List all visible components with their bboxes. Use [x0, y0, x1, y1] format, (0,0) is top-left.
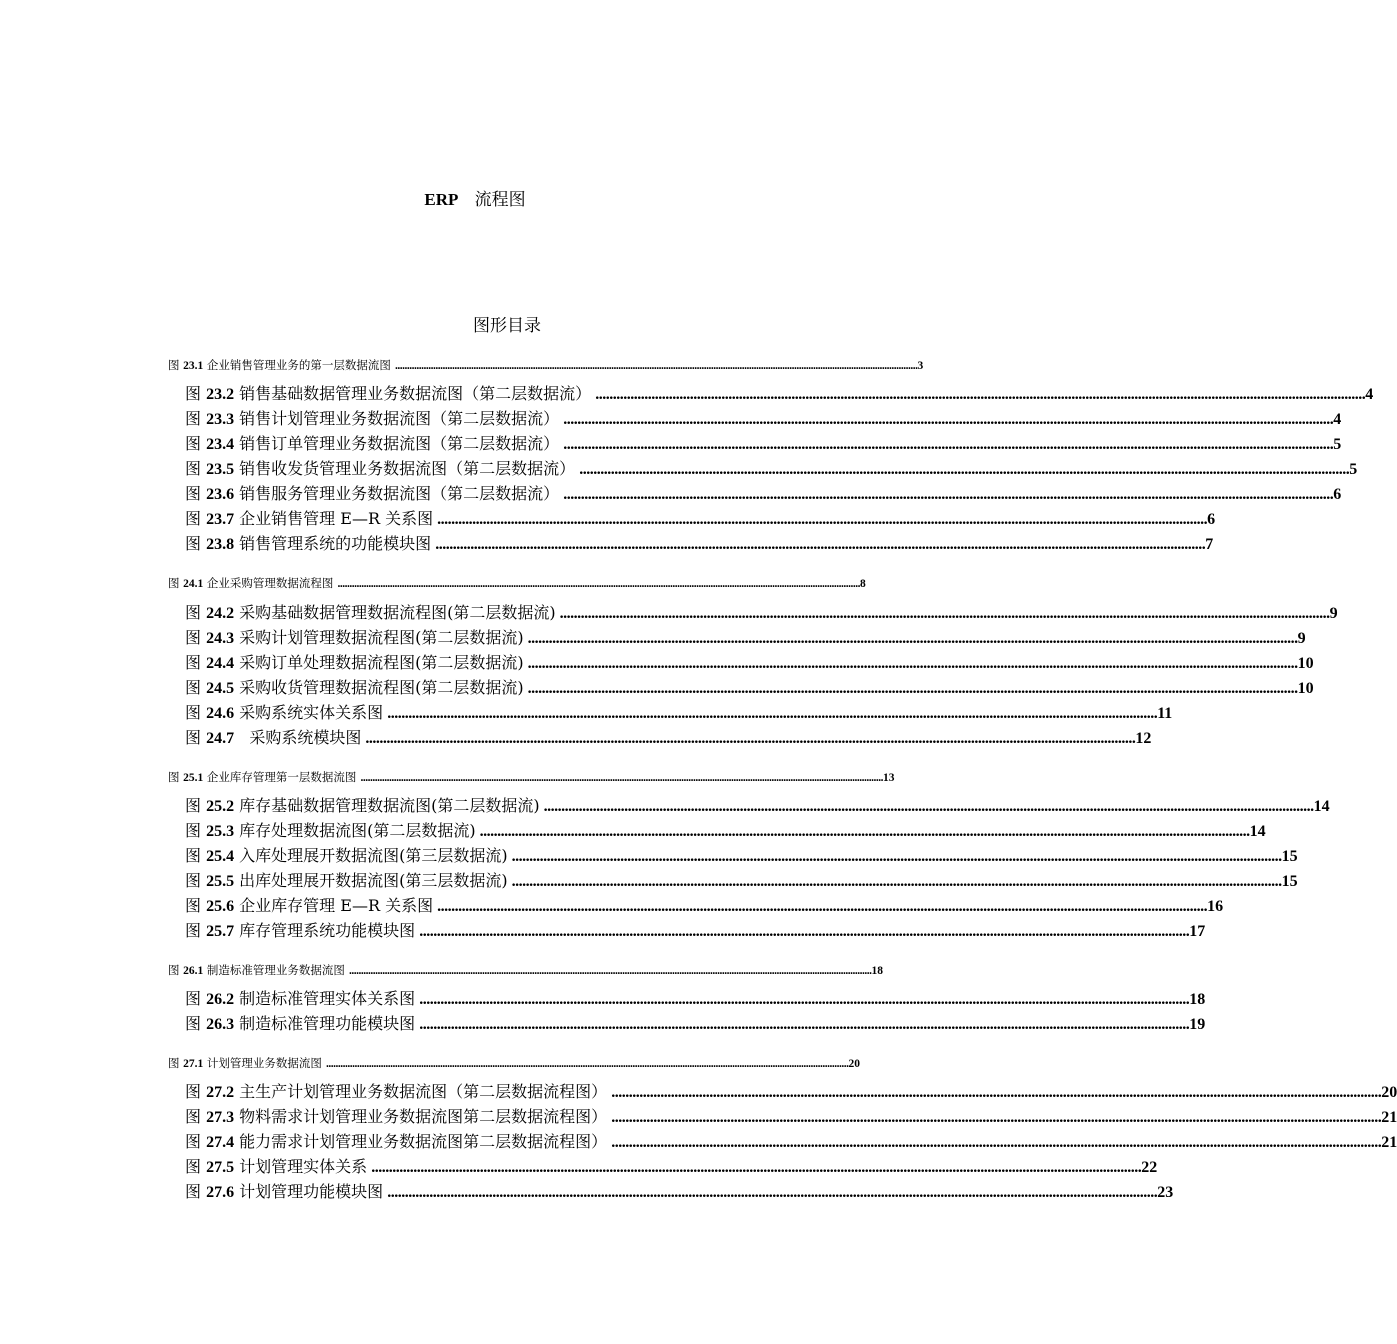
toc-entry-prefix: 图 [168, 1056, 184, 1070]
toc-entry-label [185, 844, 508, 869]
toc-entry-number: 24.6 [206, 705, 235, 722]
toc-entry[interactable] [185, 1012, 1206, 1036]
toc-entry-page: 7 [1205, 536, 1214, 553]
toc-entry-title: 销售收发货管理业务数据流图（第二层数据流） [234, 459, 576, 478]
toc-entry-prefix: 图 [185, 628, 207, 647]
toc-entry-label [185, 794, 540, 819]
toc-entry-leader: ............................................................................................................................................................................................................................ [559, 605, 1330, 622]
toc-entry-number: 26.1 [183, 965, 204, 977]
toc-entry-title: 企业销售管理业务的第一层数据流图 [203, 358, 391, 372]
toc-entry-number: 23.8 [206, 536, 235, 553]
toc-entry-prefix: 图 [185, 989, 207, 1008]
toc-entry-prefix: 图 [185, 409, 207, 428]
toc-entry-leader: ............................................................................................................................................................................................................................ [419, 923, 1190, 940]
toc-entry-number: 26.2 [206, 991, 235, 1008]
toc-entry[interactable] [185, 794, 1330, 818]
toc-entry-title: 库存管理系统功能模块图 [234, 921, 416, 940]
toc-entry-prefix: 图 [185, 678, 207, 697]
toc-entry-label [168, 769, 356, 786]
toc-entry[interactable] [185, 1155, 1158, 1179]
toc-entry-title: 库存处理数据流图(第二层数据流) [234, 821, 476, 840]
toc-entry[interactable] [185, 919, 1206, 943]
toc-entry-number: 27.2 [206, 1084, 235, 1101]
toc-entry-page: 12 [1135, 730, 1152, 747]
toc-entry-title: 制造标准管理业务数据流图 [203, 963, 345, 977]
toc-entry-leader: ............................................................................................................................................................................................................................ [563, 411, 1334, 428]
toc-entry-prefix: 图 [185, 653, 207, 672]
toc-entry-prefix: 图 [185, 703, 207, 722]
toc-entry[interactable] [185, 844, 1298, 868]
toc-entry-prefix: 图 [185, 509, 207, 528]
toc-entry-page: 20 [848, 1058, 860, 1070]
toc-entry-page: 4 [1365, 386, 1374, 403]
toc-entry-prefix: 图 [185, 1107, 207, 1126]
toc-entry-number: 23.7 [206, 511, 235, 528]
toc-entry[interactable] [185, 626, 1306, 650]
toc-entry-title: 出库处理展开数据流图(第三层数据流) [234, 871, 508, 890]
toc-entry-label [185, 626, 524, 651]
toc-entry-number: 27.1 [183, 1058, 204, 1070]
toc-entry-label [185, 601, 556, 626]
toc-entry-label [185, 1180, 383, 1205]
toc-entry-label [185, 701, 383, 726]
document-title-acronym: ERP [424, 190, 459, 209]
toc-entry-number: 23.2 [206, 386, 235, 403]
toc-entry-label [185, 1080, 607, 1105]
toc-entry-title: 计划管理功能模块图 [234, 1182, 384, 1201]
toc-entry-title: 物料需求计划管理业务数据流图第二层数据流程图） [234, 1107, 608, 1126]
toc-entry[interactable] [185, 819, 1266, 843]
toc-entry-page: 21 [1381, 1134, 1397, 1151]
toc-entry-page: 10 [1297, 655, 1314, 672]
toc-entry-title: 制造标准管理功能模块图 [234, 1014, 416, 1033]
toc-entry-page: 18 [871, 965, 883, 977]
toc-entry-leader: ............................................................................................................................................................................................................................ [435, 536, 1206, 553]
toc-entry-title: 采购订单处理数据流程图(第二层数据流) [234, 653, 524, 672]
toc-entry-leader: ............................................................................................................................................................................................................................ [611, 1134, 1382, 1151]
toc-entry-page: 4 [1333, 411, 1342, 428]
toc-entry-number: 27.4 [206, 1134, 235, 1151]
toc-entry-leader: ............................................................................................................................................................................................................................ [325, 1058, 849, 1070]
toc-entry-title: 计划管理实体关系 [234, 1157, 368, 1176]
toc-entry-label [185, 1012, 415, 1037]
toc-entry-number: 24.3 [206, 630, 235, 647]
toc-entry-page: 14 [1249, 823, 1266, 840]
toc-entry-page: 14 [1313, 798, 1330, 815]
toc-entry-label [185, 894, 433, 919]
toc-entry-label [168, 962, 345, 979]
toc-entry-page: 13 [882, 772, 895, 784]
toc-entry-title: 企业库存管理 E—R 关系图 [234, 896, 434, 915]
toc-entry-title: 入库处理展开数据流图(第三层数据流) [234, 846, 508, 865]
toc-entry[interactable] [168, 1055, 860, 1071]
toc-entry-leader: ............................................................................................................................................................................................................................ [348, 965, 872, 977]
toc-entry-leader: ............................................................................................................................................................................................................................ [611, 1109, 1382, 1126]
toc-entry-title: 库存基础数据管理数据流图(第二层数据流) [234, 796, 540, 815]
toc-entry-prefix: 图 [185, 796, 207, 815]
toc-entry-page: 5 [1349, 461, 1358, 478]
toc-entry-page: 11 [1157, 705, 1173, 722]
toc-entry-label [185, 919, 415, 944]
toc-entry-prefix: 图 [185, 728, 207, 747]
toc-entry-label [168, 1055, 322, 1072]
toc-entry-page: 6 [1207, 511, 1216, 528]
toc-entry-label [185, 432, 559, 457]
toc-entry-prefix: 图 [185, 1132, 207, 1151]
toc-entry[interactable] [185, 1130, 1397, 1154]
toc-entry[interactable] [185, 701, 1173, 725]
toc-entry-leader: ............................................................................................................................................................................................................................ [511, 848, 1282, 865]
toc-entry-prefix: 图 [185, 1082, 207, 1101]
toc-entry-page: 23 [1157, 1184, 1174, 1201]
toc-entry-page: 18 [1189, 991, 1206, 1008]
toc-entry-leader: ............................................................................................................................................................................................................................ [337, 578, 860, 590]
toc-entry-prefix: 图 [185, 603, 207, 622]
toc-entry-number: 23.3 [206, 411, 235, 428]
toc-entry-label [168, 575, 333, 592]
toc-entry-page: 10 [1297, 680, 1314, 697]
toc-entry-prefix: 图 [185, 534, 207, 553]
toc-entry-title: 企业采购管理数据流程图 [203, 576, 334, 590]
toc-entry-leader: ............................................................................................................................................................................................................................ [365, 730, 1136, 747]
toc-entry-page: 9 [1329, 605, 1338, 622]
toc-entry-title: 销售管理系统的功能模块图 [234, 534, 432, 553]
toc-entry-number: 23.4 [206, 436, 235, 453]
toc-entry[interactable] [185, 894, 1224, 918]
toc-entry-prefix: 图 [185, 459, 207, 478]
toc-entry-prefix: 图 [168, 358, 184, 372]
toc-entry-page: 5 [1333, 436, 1342, 453]
toc-entry-leader: ............................................................................................................................................................................................................................ [419, 991, 1190, 1008]
toc-entry-prefix: 图 [185, 871, 207, 890]
toc-entry-leader: ............................................................................................................................................................................................................................ [563, 486, 1334, 503]
toc-entry-leader: ............................................................................................................................................................................................................................ [611, 1084, 1382, 1101]
toc-entry-prefix: 图 [185, 434, 207, 453]
toc-entry-page: 15 [1281, 848, 1298, 865]
toc-entry-label [185, 819, 476, 844]
toc-entry-number: 25.3 [206, 823, 235, 840]
toc-entry-prefix: 图 [185, 821, 207, 840]
toc-entry-page: 17 [1189, 923, 1206, 940]
toc-entry[interactable] [168, 357, 924, 373]
toc-entry-title: 企业库存管理第一层数据流图 [203, 770, 357, 784]
toc-entry-title: 制造标准管理实体关系图 [234, 989, 416, 1008]
document-title-text: 流程图 [474, 190, 526, 210]
toc-entry[interactable] [185, 432, 1342, 456]
toc-entry-leader: ............................................................................................................................................................................................................................ [394, 360, 918, 372]
toc-entry-leader: ............................................................................................................................................................................................................................ [527, 655, 1298, 672]
toc-heading: 图形目录 [473, 316, 541, 336]
toc-entry-leader: ............................................................................................................................................................................................................................ [563, 436, 1334, 453]
toc-entry-label [185, 651, 524, 676]
toc-entry-number: 24.4 [206, 655, 235, 672]
toc-entry-page: 9 [1297, 630, 1306, 647]
toc-entry-label [185, 1105, 607, 1130]
toc-entry[interactable] [168, 769, 895, 785]
toc-entry-prefix: 图 [168, 963, 184, 977]
toc-entry[interactable] [185, 457, 1358, 481]
toc-entry-label [185, 382, 591, 407]
toc-entry[interactable] [185, 1180, 1174, 1204]
toc-entry-title: 销售服务管理业务数据流图（第二层数据流） [234, 484, 560, 503]
toc-entry[interactable] [185, 382, 1374, 406]
toc-entry[interactable] [185, 507, 1216, 531]
toc-entry-number: 24.7 [206, 730, 235, 747]
toc-entry-label [168, 357, 391, 374]
toc-entry-number: 25.1 [183, 772, 204, 784]
toc-entry-prefix: 图 [185, 484, 207, 503]
toc-entry-title: 销售订单管理业务数据流图（第二层数据流） [234, 434, 560, 453]
toc-entry-label [185, 869, 508, 894]
toc-entry-leader: ............................................................................................................................................................................................................................ [543, 798, 1314, 815]
toc-entry-page: 8 [859, 578, 866, 590]
toc-entry[interactable] [185, 407, 1342, 431]
toc-entry-page: 6 [1333, 486, 1342, 503]
toc-entry-page: 19 [1189, 1016, 1206, 1033]
toc-entry-page: 20 [1381, 1084, 1397, 1101]
toc-entry[interactable] [185, 601, 1338, 625]
toc-entry-label [185, 1155, 367, 1180]
toc-entry[interactable] [168, 575, 866, 591]
toc-entry[interactable] [185, 1080, 1397, 1104]
toc-entry-page: 15 [1281, 873, 1298, 890]
toc-entry-prefix: 图 [185, 1182, 207, 1201]
toc-entry-number: 25.7 [206, 923, 235, 940]
toc-entry-leader: ............................................................................................................................................................................................................................ [527, 630, 1298, 647]
toc-entry-label [185, 507, 433, 532]
toc-entry-label [185, 676, 524, 701]
toc-entry-page: 3 [917, 360, 924, 372]
toc-entry-leader: ............................................................................................................................................................................................................................ [595, 386, 1366, 403]
toc-entry-number: 24.2 [206, 605, 235, 622]
toc-entry-number: 24.5 [206, 680, 235, 697]
toc-entry-leader: ............................................................................................................................................................................................................................ [387, 705, 1158, 722]
toc-entry-leader: ............................................................................................................................................................................................................................ [419, 1016, 1190, 1033]
toc-entry[interactable] [185, 987, 1206, 1011]
toc-entry-label [185, 482, 559, 507]
toc-entry-leader: ............................................................................................................................................................................................................................ [579, 461, 1350, 478]
toc-entry-prefix: 图 [185, 1157, 207, 1176]
toc-entry-prefix: 图 [168, 770, 184, 784]
toc-entry[interactable] [185, 482, 1342, 506]
toc-entry-prefix: 图 [168, 576, 184, 590]
toc-entry-leader: ............................................................................................................................................................................................................................ [437, 898, 1208, 915]
toc-entry-number: 27.3 [206, 1109, 235, 1126]
toc-entry-title: 销售计划管理业务数据流图（第二层数据流） [234, 409, 560, 428]
toc-entry-prefix: 图 [185, 921, 207, 940]
toc-entry-page: 21 [1381, 1109, 1397, 1126]
toc-entry-number: 25.6 [206, 898, 235, 915]
toc-entry-title: 主生产计划管理业务数据流图（第二层数据流程图） [234, 1082, 608, 1101]
toc-entry-leader: ............................................................................................................................................................................................................................ [437, 511, 1208, 528]
toc-entry-title: 能力需求计划管理业务数据流图第二层数据流程图） [234, 1132, 608, 1151]
toc-entry-label [185, 457, 575, 482]
toc-entry-leader: ............................................................................................................................................................................................................................ [511, 873, 1282, 890]
toc-entry-number: 25.4 [206, 848, 235, 865]
toc-entry-title: 采购系统模块图 [234, 728, 362, 747]
toc-entry[interactable] [185, 1105, 1397, 1129]
toc-entry[interactable] [185, 651, 1314, 675]
toc-entry-label [185, 532, 431, 557]
toc-entry-leader: ............................................................................................................................................................................................................................ [371, 1159, 1142, 1176]
toc-entry-number: 25.5 [206, 873, 235, 890]
toc-entry-page: 16 [1207, 898, 1224, 915]
toc-entry-number: 27.6 [206, 1184, 235, 1201]
toc-entry-page: 22 [1141, 1159, 1158, 1176]
toc-entry-title: 采购计划管理数据流程图(第二层数据流) [234, 628, 524, 647]
toc-entry-leader: ............................................................................................................................................................................................................................ [360, 772, 883, 784]
toc-entry[interactable] [185, 869, 1298, 893]
toc-entry-title: 销售基础数据管理业务数据流图（第二层数据流） [234, 384, 592, 403]
toc-entry-prefix: 图 [185, 896, 207, 915]
toc-entry-title: 采购系统实体关系图 [234, 703, 384, 722]
toc-entry[interactable] [185, 532, 1214, 556]
toc-entry-number: 26.3 [206, 1016, 235, 1033]
toc-entry-label [185, 1130, 607, 1155]
toc-entry-prefix: 图 [185, 1014, 207, 1033]
toc-entry-title: 采购收货管理数据流程图(第二层数据流) [234, 678, 524, 697]
toc-entry-number: 27.5 [206, 1159, 235, 1176]
toc-entry-number: 25.2 [206, 798, 235, 815]
toc-entry-leader: ............................................................................................................................................................................................................................ [527, 680, 1298, 697]
toc-entry-title: 采购基础数据管理数据流程图(第二层数据流) [234, 603, 556, 622]
toc-entry-label [185, 987, 415, 1012]
toc-entry[interactable] [168, 962, 883, 978]
toc-entry-title: 计划管理业务数据流图 [203, 1056, 322, 1070]
toc-entry-title: 企业销售管理 E—R 关系图 [234, 509, 434, 528]
toc-entry-leader: ............................................................................................................................................................................................................................ [387, 1184, 1158, 1201]
toc-entry-number: 23.5 [206, 461, 235, 478]
toc-entry-leader: ............................................................................................................................................................................................................................ [479, 823, 1250, 840]
toc-entry-label [185, 726, 361, 751]
toc-entry-label [185, 407, 559, 432]
toc-entry-prefix: 图 [185, 846, 207, 865]
toc-entry-number: 24.1 [183, 578, 204, 590]
toc-entry-prefix: 图 [185, 384, 207, 403]
toc-entry-number: 23.1 [183, 360, 204, 372]
toc-entry[interactable] [185, 676, 1314, 700]
toc-entry-number: 23.6 [206, 486, 235, 503]
toc-entry[interactable] [185, 726, 1152, 750]
